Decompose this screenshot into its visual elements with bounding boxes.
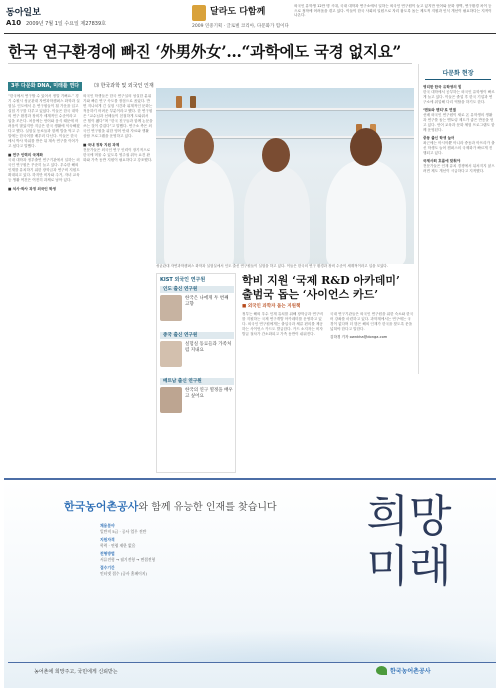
issue-date: 2009년 7월 1일 수요일 제27839호: [26, 21, 106, 27]
masthead: [4, 3, 496, 33]
ad-company: 한국농어촌공사: [64, 500, 139, 513]
ad-slogan: 농어촌에 희망주고, 국민에게 신뢰받는: [34, 669, 118, 675]
researcher-profiles: [156, 273, 236, 473]
advertisement: [4, 478, 496, 688]
sidebar-text-4: 전문가들은 인재 유치 경쟁에서 뒤처지지 않으려면 제도 개선이 시급하다고 지적했다.: [423, 164, 495, 173]
sidebar-heading-2: ‘맨토와 멘티’로 연결: [423, 108, 457, 112]
profile-card: [160, 378, 234, 416]
profile-photo: [160, 387, 182, 413]
masthead-rule: [4, 33, 496, 34]
ad-divider: [8, 662, 496, 663]
story-byline: 김하경 기자 ownkha@donga.com: [330, 335, 388, 339]
sidebar-text: [423, 82, 495, 372]
profiles-title: KIST 외국인 연구원: [160, 277, 206, 283]
ad-calligraphy: 희망미래: [366, 491, 452, 592]
sidebar-column: [418, 64, 496, 374]
profile-name: 베트남 출신 연구원: [160, 378, 234, 385]
sidebar-title: 다문화 현장: [425, 68, 491, 80]
profile-name: 인도 출신 연구원: [160, 286, 234, 293]
story-subhead: ■ 외국인 과학자 돕는 지원책: [242, 304, 301, 309]
profile-card: [160, 286, 234, 324]
column-1-subhead-2: ■ 석사·박사 과정 외국인 학생: [8, 187, 56, 191]
banner-subtitle: 2009 연중기획 · 글로벌 코리아, 다문화가 힘이다: [192, 24, 289, 29]
sidebar-heading-3: 중동 출신 학생 늘어: [423, 136, 455, 140]
profile-quote: 한국은 나에게 두 번째 고향: [185, 296, 229, 307]
banner-icon: [192, 5, 206, 21]
article-column-1: [8, 94, 80, 472]
story-headline: 학비 지원 ‘국제 R&D 아카데미’ 출범국 돕는 ‘사이언스 카드’: [242, 274, 400, 301]
ad-details: [100, 520, 320, 576]
story-column-2: [330, 312, 414, 474]
story-body: 정부는 해외 우수 인재 유치를 위해 장학금과 연구비를 지원하는 국제 연구개발 아카데미를 운영하고 있다. 외국인 연구원에게는 출입국과 체류 편의를 제공하는 사이언스 카드도 발급한다. 카드 소지자는 비자 발급 절차가 간소화되고 가족 동반이 쉬워진다.: [242, 312, 323, 336]
sidebar-text-3: 최근에는 아시아뿐 아니라 중동과 아프리카 출신 학생도 늘어 캠퍼스의 국제화가 빠르게 진행되고 있다.: [423, 141, 495, 155]
sidebar-text-1: 한국 대학에서 공부하는 외국인 유학생이 빠르게 늘고 있다. 이들은 졸업 후 한국 기업과 연구소에 취업해 다리 역할을 하기도 한다.: [423, 90, 495, 104]
ad-text-2: 학력 · 연령 제한 없음: [100, 542, 136, 548]
ad-heading-2: 지원자격: [100, 537, 115, 542]
column-1-subhead: ■ 연구 인력의 국제화: [8, 153, 43, 157]
column-1-body: “한국에서 연구할 수 있어서 정말 기뻐요.” 경기 수원시 성균관대 자연과학캠퍼스 화학과 실험실. 인도에서 온 연구원들이 흰 가운을 입고 실험 기구를 다루고 있었다. 이들은 한국 대학의 연구 환경과 장비가 세계적인 수준이라고 입을 모은다. 처음에는 언어와 음식 때문에 어려움이 많았지만 지금은 한국 생활에 익숙해졌다고 했다. 실험실 동료들과 함께 밥을 먹고 주말에는 한국어를 배우러 다닌다. 이들은 한국에서 박사 학위를 받은 뒤 계속 연구를 이어가고 싶다고 말했다.: [8, 94, 80, 148]
leaf-logo-icon: [376, 666, 387, 675]
sidebar-heading-4: 국제사회 흐름에 맞춰야: [423, 159, 461, 163]
column-2-body-2: 전문가들은 외국인 연구 인력이 장기적으로 한국에 머물 수 있도록 영주권 취득 요건 완화와 가족 동반 지원이 필요하다고 강조했다.: [83, 148, 153, 162]
ad-text-4: 인터넷 접수 (공사 홈페이지): [100, 570, 147, 576]
series-tag: 3부 다문화 DNA, 미래를 연다: [8, 82, 82, 91]
profile-name: 중국 출신 연구원: [160, 332, 234, 339]
story-column-1: [242, 312, 324, 474]
article-column-2: [83, 94, 153, 472]
banner-title: 달라도 다함께: [210, 7, 266, 17]
ad-headline: [64, 498, 277, 514]
column-1-body-2: 국내 대학과 정부출연 연구기관에서 일하는 외국인 연구원은 꾸준히 늘고 있다. 우수한 해외 인재를 유치하기 위한 장학금과 연구비 지원도 확대되고 있다. 하지만 비자와 주거, 자녀 교육 등 생활 여건은 여전히 과제로 남아 있다.: [8, 158, 80, 182]
ad-text-3: 서류전형 → 필기전형 → 면접전형: [100, 556, 156, 562]
headline-rule: [8, 63, 412, 64]
ad-logo-text: 한국농어촌공사: [390, 668, 431, 675]
sidebar-text-2: 선배 외국인 연구원이 새로 온 유학생의 생활과 연구를 돕는 멘토링 제도가 좋은 반응을 얻고 있다. 언어 교육과 문화 체험 프로그램도 함께 운영된다.: [423, 113, 495, 132]
article-kicker: ⑶ 한국과학 및 외국인 인재: [94, 83, 154, 89]
profile-photo: [160, 295, 182, 321]
ad-text-1: 일반직 5급 · 공사 업무 전반: [100, 528, 147, 534]
page-number: A10: [6, 19, 22, 27]
column-2-subhead: ■ 국내 정착 지원 과제: [83, 143, 120, 147]
lab-photo: [156, 88, 414, 264]
photo-caption: 성균관대 자연과학캠퍼스 화학과 실험실에서 인도 출신 연구원들이 실험을 하고 있다. 이들은 한국의 연구 환경과 장비 수준이 세계적이라고 입을 모았다.: [156, 264, 388, 268]
sidebar-heading-1: 영리한 한국 유학생의 힘: [423, 85, 462, 89]
ad-headline-tail: 와 함께 유능한 인재를 찾습니다: [138, 502, 277, 513]
ad-heading-4: 접수기간: [100, 565, 115, 570]
column-2-body: 외국인 학생들은 한국 연구실의 성실한 분위기와 빠른 연구 속도를 장점으로 꼽았다. 반면 지나치게 긴 실험 시간과 위계적인 문화는 적응하기 어려운 부분이라고 했다. 한 연구원은 “교수님과 선배들이 친절하게 도와줘서 큰 힘이 됐다”며 “한국 친구들과 함께 논문을 쓰는 것이 즐겁다”고 말했다. 연구소 측은 외국인 연구원을 위한 영어 안내 자료와 생활 상담 프로그램을 운영하고 있다.: [83, 94, 153, 138]
ad-heading-1: 채용분야: [100, 523, 115, 528]
ad-background: [4, 630, 496, 662]
series-banner: [192, 4, 272, 24]
profile-photo: [160, 341, 182, 367]
profile-card: [160, 332, 234, 370]
profile-quote: 한국의 연구 열정을 배우고 싶어요: [185, 388, 233, 399]
story-body-2: 국내 연구기관들은 외국인 연구원을 위한 숙소와 한국어 강좌를 마련하고 있다. 과학계에서는 연구에는 국경이 없다며 더 많은 해외 인재가 한국을 찾도록 문을 넓혀야 한다고 말한다.: [330, 312, 414, 331]
series-intro: 외국인 유학생 12만 명 시대, 국내 대학과 연구소에서 일하는 외국인 연구원이 늘고 있지만 언어와 문화 장벽, 연구환경 차이 등으로 정착에 어려움을 겪고 있다. 이들이 한국 사회의 일원으로 자리 잡도록 돕는 제도적 지원과 인식 개선이 필요하다는 지적이 나온다.: [294, 4, 492, 18]
ad-heading-3: 전형방법: [100, 551, 115, 556]
page-headline: 한국 연구환경에 빠진 ‘外男外女’…“과학에도 국경 없지요”: [8, 42, 402, 61]
newspaper-logo: 동아일보: [6, 8, 41, 18]
profile-quote: 실험실 동료들과 가족처럼 지내요: [185, 342, 232, 353]
